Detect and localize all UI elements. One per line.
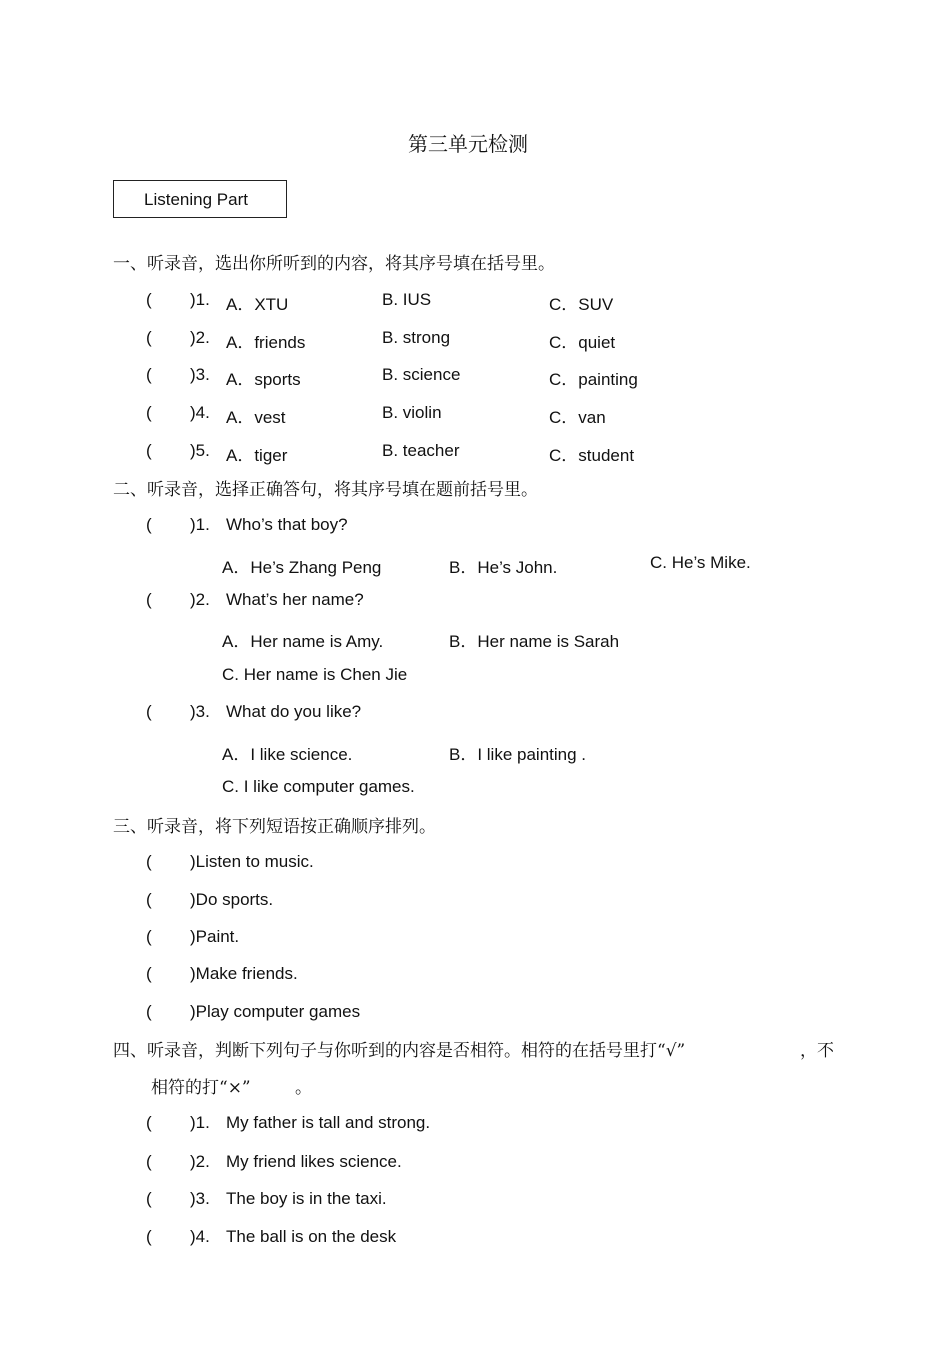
option-b: B. violin — [382, 403, 442, 422]
item-number: )2. — [190, 590, 210, 609]
section3-heading: 三、听录音，将下列短语按正确顺序排列。 — [113, 817, 436, 837]
option-b: B. teacher — [382, 441, 460, 460]
item-number: )1. — [190, 515, 210, 534]
option-a: A．He’s Zhang Peng — [222, 558, 382, 577]
item-number: )1. — [190, 1113, 210, 1132]
question-text: What do you like? — [226, 702, 362, 721]
answer-paren: ( — [146, 515, 152, 534]
answer-paren: ( — [146, 1002, 152, 1021]
statement-text: My father is tall and strong. — [226, 1113, 431, 1132]
option-c: C．student — [549, 446, 635, 465]
phrase-text: )Paint. — [190, 927, 240, 946]
answer-paren: ( — [146, 852, 152, 871]
answer-paren: ( — [146, 403, 152, 422]
option-a: A．friends — [226, 333, 306, 352]
item-number: )2. — [190, 1152, 210, 1171]
option-b: B. science — [382, 365, 461, 384]
phrase-text: )Play computer games — [190, 1002, 361, 1021]
item-number: )4. — [190, 403, 210, 422]
option-b: B．He’s John. — [449, 558, 558, 577]
answer-paren: ( — [146, 1152, 152, 1171]
part-label: Listening Part — [144, 190, 248, 209]
answer-paren: ( — [146, 328, 152, 347]
item-number: )3. — [190, 1189, 210, 1208]
statement-text: The boy is in the taxi. — [226, 1189, 387, 1208]
option-b: B. strong — [382, 328, 451, 347]
answer-paren: ( — [146, 890, 152, 909]
section1-heading: 一、听录音，选出你所听到的内容，将其序号填在括号里。 — [113, 254, 555, 274]
option-b: B．Her name is Sarah — [449, 632, 620, 651]
option-a: A．XTU — [226, 295, 289, 314]
option-c: C．quiet — [549, 333, 616, 352]
section4-heading-line2-end: 。 — [295, 1078, 312, 1098]
answer-paren: ( — [146, 590, 152, 609]
item-number: )3. — [190, 365, 210, 384]
answer-paren: ( — [146, 1227, 152, 1246]
statement-text: The ball is on the desk — [226, 1227, 397, 1246]
option-c: C．SUV — [549, 295, 614, 314]
option-b: B. IUS — [382, 290, 432, 309]
option-a: A．sports — [226, 370, 301, 389]
answer-paren: ( — [146, 441, 152, 460]
option-a: A．vest — [226, 408, 286, 427]
option-b: B．I like painting . — [449, 745, 587, 764]
answer-paren: ( — [146, 702, 152, 721]
section4-heading-line2: 相符的打“×” — [151, 1078, 251, 1098]
option-c: C．painting — [549, 370, 638, 389]
item-number: )3. — [190, 702, 210, 721]
page-title: 第三单元检测 — [408, 132, 528, 156]
item-number: )4. — [190, 1227, 210, 1246]
answer-paren: ( — [146, 365, 152, 384]
section4-heading: 四、听录音，判断下列句子与你听到的内容是否相符。相符的在括号里打“√” — [113, 1041, 686, 1061]
statement-text: My friend likes science. — [226, 1152, 402, 1171]
option-a: A．Her name is Amy. — [222, 632, 384, 651]
phrase-text: )Listen to music. — [190, 852, 314, 871]
section2-heading: 二、听录音，选择正确答句，将其序号填在题前括号里。 — [113, 480, 538, 500]
answer-paren: ( — [146, 964, 152, 983]
item-number: )1. — [190, 290, 210, 309]
phrase-text: )Make friends. — [190, 964, 298, 983]
option-c: C．van — [549, 408, 606, 427]
answer-paren: ( — [146, 1113, 152, 1132]
item-number: )5. — [190, 441, 210, 460]
item-number: )2. — [190, 328, 210, 347]
question-text: What’s her name? — [226, 590, 364, 609]
part-label-box — [113, 180, 287, 218]
option-c: C. Her name is Chen Jie — [222, 665, 408, 684]
answer-paren: ( — [146, 927, 152, 946]
answer-paren: ( — [146, 290, 152, 309]
option-a: A．I like science. — [222, 745, 353, 764]
answer-paren: ( — [146, 1189, 152, 1208]
option-a: A．tiger — [226, 446, 288, 465]
option-c: C. I like computer games. — [222, 777, 415, 796]
option-c: C. He’s Mike. — [650, 553, 751, 572]
question-text: Who’s that boy? — [226, 515, 348, 534]
phrase-text: )Do sports. — [190, 890, 274, 909]
section4-heading-tail: ，不 — [800, 1041, 834, 1061]
